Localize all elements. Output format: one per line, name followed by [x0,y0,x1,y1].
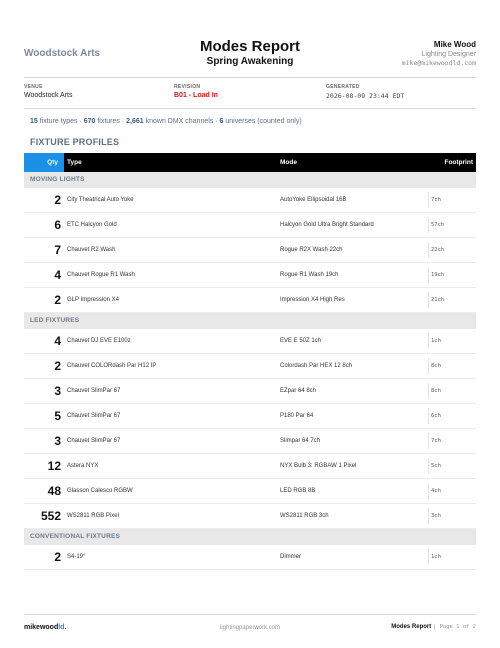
cell-divider [428,217,429,233]
row-type: Chauvet COLORdash Par H12 IP [67,363,157,369]
cell-divider [428,358,429,374]
report-header [24,38,476,72]
row-type: ETC Halcyon Gold [67,222,117,228]
row-mode: LED RGB 8B [280,488,316,494]
row-qty: 4 [54,268,61,282]
table-row [24,429,476,454]
cell-divider [428,483,429,499]
row-type: Chauvet R2 Wash [67,247,116,253]
group-header-moving-lights [24,172,476,188]
meta-generated-value: 2026-08-09 23:44 EDT [326,92,405,100]
row-footprint: 4ch [431,488,441,494]
designer-name: Mike Wood [433,40,476,49]
group-name: MOVING LIGHTS [30,176,85,183]
summary-universes-text: universes (counted only) [223,118,302,125]
designer-role: Lighting Designer [421,51,476,58]
footer-divider [24,614,476,615]
row-mode: Dimmer [280,554,301,560]
row-qty: 48 [47,484,61,498]
footer-brand-main: mikewood [24,624,59,631]
cell-divider [428,333,429,349]
group-header-conventional-fixtures [24,529,476,545]
row-type: Chauvet SlimPar 67 [67,413,121,419]
section-title: FIXTURE PROFILES [30,137,120,147]
row-qty: 6 [54,218,61,232]
summary-line [30,118,302,125]
cell-divider [428,292,429,308]
row-mode: Slimpar 64 7ch [280,438,321,444]
meta-revision-label: REVISION [174,84,201,90]
row-mode: Halcyon Gold Ultra Bright Standard [280,222,374,228]
cell-divider [428,458,429,474]
table-header [24,153,476,172]
cell-divider [428,267,429,283]
summary-fixture-types-text: fixture types · [37,118,84,125]
meta-divider [24,108,476,109]
row-footprint: 7ch [431,438,441,444]
row-qty: 552 [40,509,61,523]
row-footprint: 3ch [431,513,441,519]
row-footprint: 57ch [431,222,445,228]
row-mode: Colordash Par HEX 12 8ch [280,363,353,369]
column-header-type[interactable]: Type [67,159,82,166]
row-type: Astera NYX [67,463,99,469]
table-row [24,238,476,263]
row-footprint: 6ch [431,413,441,419]
row-qty: 5 [54,409,61,423]
fixture-profiles-table [24,153,476,570]
group-name: LED FIXTURES [30,317,80,324]
row-type: Chauvet SlimPar 67 [67,388,121,394]
column-header-qty[interactable]: Qty [24,153,64,172]
row-qty: 3 [54,434,61,448]
row-type: Chauvet DJ EVE E100z [67,338,131,344]
row-qty: 7 [54,243,61,257]
table-row [24,329,476,354]
footer-report-name: Modes Report [391,624,432,630]
row-footprint: 22ch [431,247,445,253]
meta-venue-value: Woodstock Arts [24,92,73,99]
row-footprint: 5ch [431,463,441,469]
cell-divider [428,508,429,524]
row-footprint: 19ch [431,272,445,278]
row-qty: 2 [54,193,61,207]
cell-divider [428,242,429,258]
meta-venue-label: VENUE [24,84,43,90]
row-type: GLP Impression X4 [67,297,119,303]
page-title: Modes Report [199,38,300,55]
table-row [24,188,476,213]
summary-fixtures-count: 670 [83,118,96,125]
row-type: City Theatrical Auto Yoke [67,197,134,203]
meta-revision-value: B01 - Load In [174,92,218,99]
row-qty: 2 [54,359,61,373]
table-row [24,454,476,479]
table-row [24,288,476,313]
row-type: Glasson Calesco RGBW [67,488,133,494]
table-row [24,504,476,529]
summary-universes-count: 6 [219,118,224,125]
row-footprint: 21ch [431,297,445,303]
column-header-footprint[interactable]: Footprint [444,159,473,166]
row-mode: Impression X4 High Res [280,297,345,303]
row-mode: P180 Par 64 [280,413,314,419]
table-row [24,263,476,288]
footer-brand-accent: ld. [58,624,67,631]
footer-page-info: Modes Report | Page 1 of 2 [391,624,476,630]
row-footprint: 8ch [431,388,441,394]
meta-generated-label: GENERATED [326,84,360,90]
row-qty: 12 [47,459,61,473]
page-subtitle: Spring Awakening [206,56,294,67]
row-mode: Rogue R1 Wash 19ch [280,272,339,278]
designer-block [402,40,476,68]
cell-divider [428,433,429,449]
row-type: S4-19° [67,554,86,560]
summary-channels-count: 2,661 [126,118,144,125]
meta-venue [24,84,73,101]
summary-channels-text: known DMX channels · [143,118,220,125]
row-mode: WS2811 RGB 3ch [280,513,329,519]
header-divider [24,77,476,78]
cell-divider [428,192,429,208]
row-footprint: 7ch [431,197,441,203]
row-type: Chauvet Rogue R1 Wash [67,272,135,278]
column-header-mode[interactable]: Mode [280,159,297,166]
meta-revision [174,84,218,101]
table-row [24,404,476,429]
row-type: WS2811 RGB Pixel [67,513,119,519]
row-type: Chauvet SlimPar 67 [67,438,121,444]
cell-divider [428,549,429,565]
row-mode: EVE E 50Z 1ch [280,338,322,344]
row-qty: 2 [54,550,61,564]
row-mode: NYX Bulb 3: RGBAW 1 Pixel [280,463,357,469]
summary-fixtures-text: fixtures · [95,118,127,125]
table-row [24,213,476,238]
row-qty: 3 [54,384,61,398]
row-qty: 2 [54,293,61,307]
table-row [24,354,476,379]
group-name: CONVENTIONAL FIXTURES [30,533,121,540]
row-mode: Rogue R2X Wash 22ch [280,247,343,253]
row-footprint: 1ch [431,338,441,344]
designer-email: mike@mikewoodld.com [401,59,476,67]
footer-page-number: Page 1 of 2 [439,624,476,630]
org-name: Woodstock Arts [24,48,101,59]
summary-fixture-types-count: 15 [30,118,38,125]
table-row [24,379,476,404]
row-qty: 4 [54,334,61,348]
row-mode: EZpar 64 8ch [280,388,317,394]
row-footprint: 1ch [431,554,441,560]
meta-generated [326,84,404,101]
row-footprint: 8ch [431,363,441,369]
table-row [24,479,476,504]
group-header-led-fixtures [24,313,476,329]
cell-divider [428,408,429,424]
footer-site-link[interactable]: lightingpaperwork.com [219,625,281,631]
report-meta [24,84,476,104]
cell-divider [428,383,429,399]
row-mode: AutoYoke Ellipsoidal 16B [280,197,347,203]
table-row [24,545,476,570]
